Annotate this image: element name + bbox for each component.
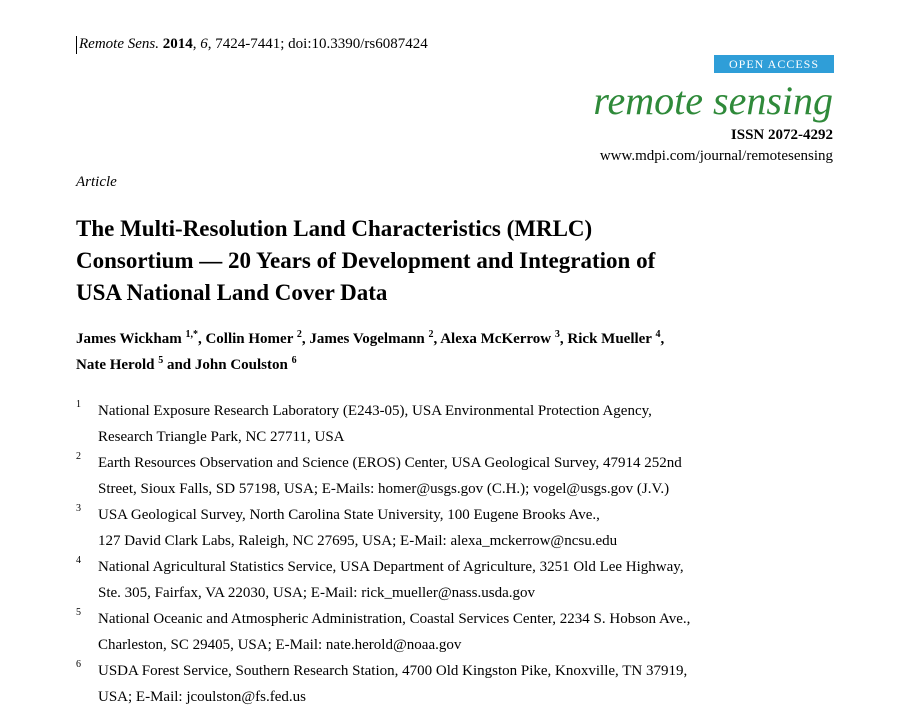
author-separator: and: [163, 357, 195, 373]
citation-line: Remote Sens. 2014, 6, 7424-7441; doi:10.3390/rs6087424: [79, 36, 428, 52]
issn: ISSN 2072-4292: [730, 127, 833, 143]
author-affiliation-mark: 1,*: [185, 329, 198, 340]
affiliation-number: 4: [76, 555, 81, 566]
author-name: John Coulston: [194, 357, 288, 373]
affiliation-item: [76, 398, 856, 450]
author-separator: ,: [301, 331, 310, 347]
author-affiliation-mark: 3: [554, 329, 560, 340]
author-separator: ,: [197, 331, 206, 347]
affiliation-number: 6: [76, 659, 81, 670]
article-title: [76, 213, 816, 309]
affiliation-line: Street, Sioux Falls, SD 57198, USA; E-Mails: homer@usgs.gov (C.H.); vogel@usgs.gov (J.V.): [98, 481, 670, 497]
article-type: Article: [76, 174, 117, 190]
author-list: [76, 326, 836, 378]
affiliation-line: USDA Forest Service, Southern Research Station, 4700 Old Kingston Pike, Knoxville, TN 37919,: [98, 663, 688, 679]
affiliation-line: Ste. 305, Fairfax, VA 22030, USA; E-Mail: rick_mueller@nass.usda.gov: [98, 585, 535, 601]
author-affiliation-mark: 2: [428, 329, 434, 340]
author-affiliation-mark: 5: [158, 355, 164, 366]
journal-name: remote sensing: [593, 78, 833, 123]
author-name: Nate Herold: [76, 357, 155, 373]
author-affiliation-mark: 6: [291, 355, 297, 366]
author-separator: ,: [559, 331, 568, 347]
author-name: Rick Mueller: [567, 331, 652, 347]
affiliation-line: USA; E-Mail: jcoulston@fs.fed.us: [98, 689, 306, 705]
author-separator: ,: [660, 331, 665, 347]
citation-journal: Remote Sens.: [79, 36, 159, 52]
affiliation-number: 2: [76, 451, 81, 462]
author-name: James Vogelmann: [309, 331, 425, 347]
affiliation-line: National Oceanic and Atmospheric Administration, Coastal Services Center, 2234 S. Hobson Ave.,: [98, 611, 691, 627]
affiliation-line: USA Geological Survey, North Carolina State University, 100 Eugene Brooks Ave.,: [98, 507, 600, 523]
affiliation-number: 5: [76, 607, 81, 618]
title-line: USA National Land Cover Data: [76, 280, 388, 305]
affiliation-line: Research Triangle Park, NC 27711, USA: [98, 429, 345, 445]
affiliation-item: [76, 502, 856, 554]
affiliation-line: Earth Resources Observation and Science (EROS) Center, USA Geological Survey, 47914 252nd: [98, 455, 682, 471]
title-line: Consortium — 20 Years of Development and Integration of: [76, 248, 656, 273]
affiliation-line: National Agricultural Statistics Service, USA Department of Agriculture, 3251 Old Lee Highway,: [98, 559, 684, 575]
citation-volume: 6: [200, 36, 208, 52]
author-line: [76, 326, 836, 352]
citation-year: 2014: [162, 36, 193, 52]
author-affiliation-mark: 4: [655, 329, 661, 340]
affiliation-item: [76, 658, 856, 710]
affiliation-item: [76, 606, 856, 658]
title-line: The Multi-Resolution Land Characteristics (MRLC): [76, 216, 593, 241]
citation-rest: , 7424-7441; doi:10.3390/rs6087424: [207, 36, 428, 52]
affiliation-item: [76, 554, 856, 606]
author-separator: ,: [433, 331, 441, 347]
text-cursor: [76, 36, 77, 54]
affiliation-line: National Exposure Research Laboratory (E243-05), USA Environmental Protection Agency,: [98, 403, 652, 419]
open-access-badge: OPEN ACCESS: [714, 55, 834, 73]
author-name: Alexa McKerrow: [440, 331, 552, 347]
affiliation-line: Charleston, SC 29405, USA; E-Mail: nate.herold@noaa.gov: [98, 637, 462, 653]
affiliation-number: 3: [76, 503, 81, 514]
affiliation-list: [76, 398, 856, 710]
journal-url[interactable]: www.mdpi.com/journal/remotesensing: [599, 148, 833, 164]
author-name: Collin Homer: [205, 331, 294, 347]
author-line: [76, 352, 836, 378]
author-affiliation-mark: 2: [296, 329, 302, 340]
affiliation-number: 1: [76, 399, 81, 410]
affiliation-item: [76, 450, 856, 502]
affiliation-line: 127 David Clark Labs, Raleigh, NC 27695, USA; E-Mail: alexa_mckerrow@ncsu.edu: [98, 533, 618, 549]
author-name: James Wickham: [76, 331, 182, 347]
